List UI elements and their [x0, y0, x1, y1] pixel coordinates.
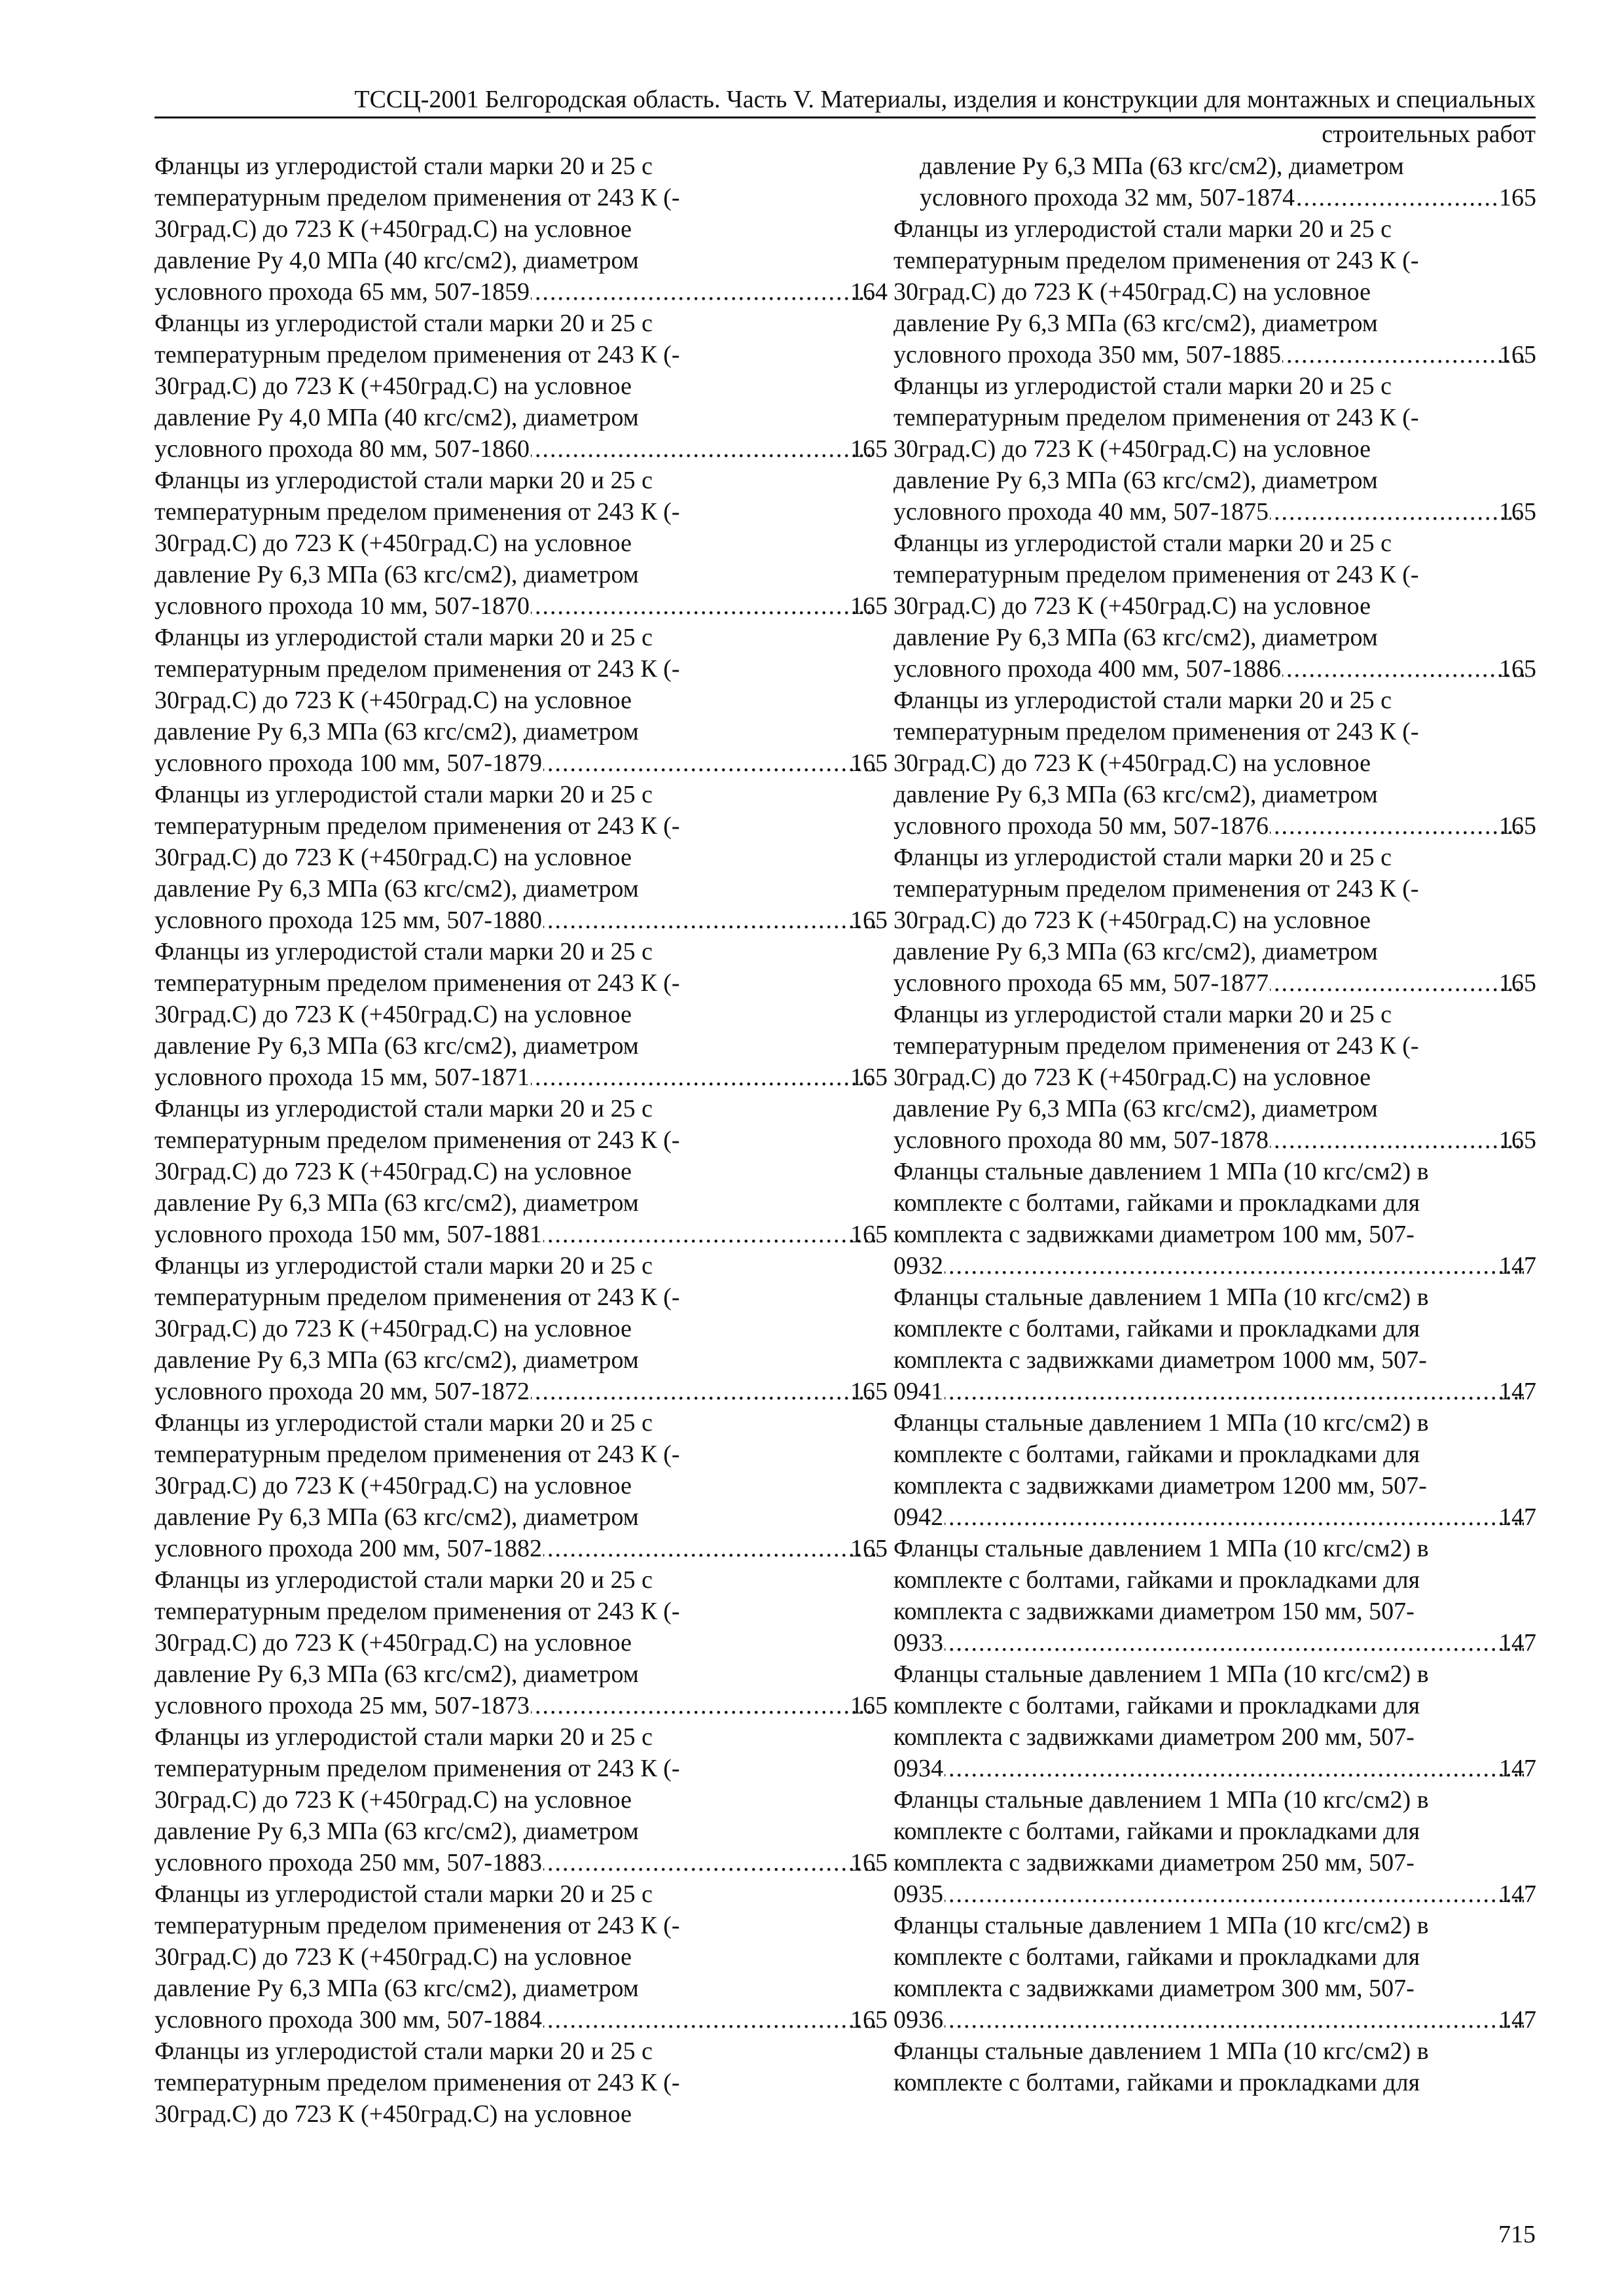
- index-entry-line: температурным пределом применения от 243 К (-: [154, 1283, 680, 1311]
- index-entry-final-line: [893, 653, 1536, 685]
- index-entry-tail: условного прохода 150 мм, 507-1881: [154, 1221, 543, 1248]
- index-entry-line: температурным пределом применения от 243 К (-: [154, 655, 680, 683]
- index-entry-line: давление Ру 6,3 МПа (63 кгс/см2), диаметром: [154, 875, 639, 903]
- index-entry: [893, 1910, 1536, 2036]
- index-column-right: [893, 151, 1536, 2098]
- index-page-ref: 147: [1499, 1252, 1536, 1280]
- index-entry-final-line: [893, 1753, 1536, 1784]
- index-entry: [893, 685, 1536, 842]
- dot-leader: [531, 276, 875, 308]
- index-entry-tail: условного прохода 80 мм, 507-1860: [154, 435, 530, 463]
- index-entry-tail: условного прохода 10 мм, 507-1870: [154, 592, 530, 620]
- index-entry-line: Фланцы из углеродистой стали марки 20 и 25 с: [893, 1001, 1392, 1028]
- index-entry: [893, 213, 1536, 370]
- index-entry: [154, 622, 888, 779]
- index-entry-tail: условного прохода 250 мм, 507-1883: [154, 1849, 543, 1876]
- index-page-ref: 147: [1499, 1629, 1536, 1657]
- index-entry-line: давление Ру 6,3 МПа (63 кгс/см2), диаметром: [893, 781, 1378, 808]
- index-page-ref: 165: [1499, 1126, 1536, 1154]
- index-page-ref: 164: [850, 278, 888, 306]
- index-entry-line: комплекте с болтами, гайками и прокладками для: [893, 1189, 1420, 1217]
- index-entry-line: давление Ру 6,3 МПа (63 кгс/см2), диаметром: [893, 1095, 1378, 1122]
- index-page-ref: 147: [1499, 1755, 1536, 1782]
- dot-leader: [543, 905, 875, 936]
- index-entry-line: комплекта с задвижками диаметром 250 мм, 507-: [893, 1849, 1415, 1876]
- index-page-ref: 165: [850, 749, 888, 777]
- index-entry: [893, 1659, 1536, 1784]
- index-entry-line: Фланцы из углеродистой стали марки 20 и 25 с: [154, 1252, 653, 1280]
- running-header-continuation: строительных работ: [1322, 120, 1536, 148]
- index-entry-final-line: [154, 590, 888, 622]
- index-page-ref: 165: [1499, 341, 1536, 368]
- index-entry-final-line: [893, 1501, 1536, 1533]
- index-entry-line: температурным пределом применения от 243 К (-: [893, 404, 1419, 431]
- index-entry-line: 30град.С) до 723 К (+450град.С) на условное: [893, 749, 1371, 777]
- index-page-ref: 165: [1499, 812, 1536, 840]
- index-entry-line: 30град.С) до 723 К (+450град.С) на условное: [154, 1158, 632, 1185]
- index-entry-line: температурным пределом применения от 243 К (-: [893, 247, 1419, 274]
- index-entry: [893, 528, 1536, 685]
- index-entry-line: Фланцы из углеродистой стали марки 20 и 25 с: [154, 624, 653, 651]
- index-entry-line: температурным пределом применения от 243 К (-: [154, 2069, 680, 2096]
- index-entry-line: Фланцы из углеродистой стали марки 20 и 25 с: [893, 215, 1392, 243]
- dot-leader: [531, 433, 875, 465]
- dot-leader: [945, 1250, 1524, 1282]
- index-entry-line: температурным пределом применения от 243 К (-: [154, 1755, 680, 1782]
- index-page-ref: 147: [1499, 1503, 1536, 1531]
- index-entry-line: температурным пределом применения от 243 К (-: [154, 1441, 680, 1468]
- dot-leader: [1270, 496, 1524, 528]
- index-entry-tail: 0934: [893, 1755, 943, 1782]
- dot-leader: [543, 1533, 875, 1564]
- index-entry: [893, 1533, 1536, 1659]
- index-entry-tail: условного прохода 125 мм, 507-1880: [154, 906, 543, 934]
- index-entry-line: Фланцы из углеродистой стали марки 20 и 25 с: [154, 467, 653, 494]
- index-entry-line: комплекте с болтами, гайками и прокладками для: [893, 1692, 1420, 1719]
- index-entry-line: температурным пределом применения от 243 К (-: [154, 1912, 680, 1939]
- index-entry-line: Фланцы из углеродистой стали марки 20 и 25 с: [154, 152, 653, 180]
- index-entry-final-line: [154, 1219, 888, 1250]
- index-entry-line: давление Ру 6,3 МПа (63 кгс/см2), диаметром: [893, 938, 1378, 965]
- index-entry: [154, 308, 888, 465]
- index-entry-tail: 0941: [893, 1378, 943, 1405]
- index-entry-tail: условного прохода 200 мм, 507-1882: [154, 1535, 543, 1562]
- index-entry-continued: [154, 2036, 888, 2130]
- index-entry: [154, 151, 888, 308]
- index-entry-line: комплекте с болтами, гайками и прокладками для: [893, 1943, 1420, 1971]
- running-header: ТССЦ-2001 Белгородская область. Часть V. Материалы, изделия и конструкции для монтажных и специальных: [354, 86, 1536, 113]
- index-entry-line: комплекта с задвижками диаметром 300 мм, 507-: [893, 1975, 1415, 2002]
- index-entry-line: 30град.С) до 723 К (+450град.С) на условное: [154, 1315, 632, 1342]
- dot-leader: [531, 1690, 875, 1721]
- dot-leader: [1270, 810, 1524, 842]
- index-entry-final-line: [893, 1376, 1536, 1407]
- index-entry-tail: условного прохода 50 мм, 507-1876: [893, 812, 1269, 840]
- index-entry-line: Фланцы из углеродистой стали марки 20 и 25 с: [893, 687, 1392, 714]
- index-entry-line: 30град.С) до 723 К (+450град.С) на условное: [154, 687, 632, 714]
- index-entry-line: давление Ру 6,3 МПа (63 кгс/см2), диаметром: [154, 1189, 639, 1217]
- dot-leader: [1270, 967, 1524, 999]
- index-entry-tail: условного прохода 32 мм, 507-1874: [920, 184, 1295, 211]
- index-entry-line: 30град.С) до 723 К (+450град.С) на условное: [893, 1064, 1371, 1091]
- index-entry-line: Фланцы из углеродистой стали марки 20 и 25 с: [154, 1880, 653, 1908]
- index-entry-line: Фланцы из углеродистой стали марки 20 и 25 с: [154, 781, 653, 808]
- index-entry-line: давление Ру 6,3 МПа (63 кгс/см2), диаметром: [154, 1503, 639, 1531]
- index-entry-line: Фланцы из углеродистой стали марки 20 и 25 с: [893, 372, 1392, 400]
- index-entry-line: комплекта с задвижками диаметром 150 мм, 507-: [893, 1598, 1415, 1625]
- index-entry-line: давление Ру 6,3 МПа (63 кгс/см2), диаметром: [893, 467, 1378, 494]
- index-entry-line: Фланцы из углеродистой стали марки 20 и 25 с: [154, 1095, 653, 1122]
- index-entry-tail: условного прохода 20 мм, 507-1872: [154, 1378, 530, 1405]
- dot-leader: [945, 1376, 1524, 1407]
- index-entry: [154, 936, 888, 1093]
- index-entry-final-line: [154, 276, 888, 308]
- index-page-ref: 165: [1499, 969, 1536, 997]
- index-entry-line: температурным пределом применения от 243 К (-: [893, 1032, 1419, 1060]
- index-page-ref: 165: [850, 2006, 888, 2034]
- index-entry-final-line: [154, 1533, 888, 1564]
- index-entry-final-line: [893, 810, 1536, 842]
- index-entry-line: температурным пределом применения от 243 К (-: [154, 1598, 680, 1625]
- index-entry-line: Фланцы стальные давлением 1 МПа (10 кгс/см2) в: [893, 1283, 1429, 1311]
- dot-leader: [945, 1501, 1524, 1533]
- index-entry-line: Фланцы стальные давлением 1 МПа (10 кгс/см2) в: [893, 1660, 1429, 1688]
- index-entry-line: температурным пределом применения от 243 К (-: [154, 1126, 680, 1154]
- index-entry-line: 30град.С) до 723 К (+450град.С) на условное: [154, 1472, 632, 1499]
- index-entry-final-line: [893, 496, 1536, 528]
- index-entry-line: 30град.С) до 723 К (+450град.С) на условное: [893, 278, 1371, 306]
- index-entry-tail: условного прохода 65 мм, 507-1877: [893, 969, 1269, 997]
- index-page-ref: 147: [1499, 1378, 1536, 1405]
- dot-leader: [945, 1753, 1524, 1784]
- index-entry-line: температурным пределом применения от 243 К (-: [893, 718, 1419, 745]
- index-entry-line: Фланцы стальные давлением 1 МПа (10 кгс/см2) в: [893, 2037, 1429, 2065]
- index-entry: [154, 779, 888, 936]
- index-entry-line: давление Ру 4,0 МПа (40 кгс/см2), диаметром: [154, 247, 639, 274]
- index-entry-line: Фланцы из углеродистой стали марки 20 и 25 с: [893, 844, 1392, 871]
- index-entry-tail: условного прохода 80 мм, 507-1878: [893, 1126, 1269, 1154]
- index-entry-tail: 0936: [893, 2006, 943, 2034]
- index-entry-continued: [893, 2036, 1536, 2098]
- index-entry: [893, 1282, 1536, 1407]
- index-entry-line: комплекта с задвижками диаметром 100 мм, 507-: [893, 1221, 1415, 1248]
- index-entry-tail: условного прохода 25 мм, 507-1873: [154, 1692, 530, 1719]
- index-entry-tail: 0935: [893, 1880, 943, 1908]
- index-entry-line: давление Ру 6,3 МПа (63 кгс/см2), диаметром: [154, 1346, 639, 1374]
- index-entry-line: давление Ру 6,3 МПа (63 кгс/см2), диаметром: [154, 718, 639, 745]
- index-page-ref: 165: [850, 1692, 888, 1719]
- index-entry-tail: 0942: [893, 1503, 943, 1531]
- index-page-ref: 165: [1499, 498, 1536, 526]
- index-entry-tail: условного прохода 300 мм, 507-1884: [154, 2006, 543, 2034]
- index-entry-line: давление Ру 6,3 МПа (63 кгс/см2), диаметром: [893, 310, 1378, 337]
- index-page-ref: 165: [850, 435, 888, 463]
- index-page-ref: 165: [850, 592, 888, 620]
- index-entry-line: 30град.С) до 723 К (+450град.С) на условное: [154, 372, 632, 400]
- index-entry-line: Фланцы из углеродистой стали марки 20 и 25 с: [154, 1566, 653, 1594]
- page-number: 715: [1498, 2221, 1536, 2248]
- index-entry-final-line: [154, 747, 888, 779]
- index-entry-final-line: [154, 1062, 888, 1093]
- index-page-ref: 165: [850, 1535, 888, 1562]
- index-entry-line: 30град.С) до 723 К (+450град.С) на условное: [154, 1629, 632, 1657]
- index-entry: [154, 1093, 888, 1250]
- index-entry: [893, 1784, 1536, 1910]
- index-column-left: [154, 151, 888, 2130]
- index-entry-tail: 0932: [893, 1252, 943, 1280]
- dot-leader: [531, 590, 875, 622]
- index-entry-final-line: [893, 2004, 1536, 2036]
- index-entry-line: давление Ру 6,3 МПа (63 кгс/см2), диаметром: [154, 1818, 639, 1845]
- index-entry-final-line: [154, 905, 888, 936]
- index-entry-line: Фланцы из углеродистой стали марки 20 и 25 с: [154, 2037, 653, 2065]
- dot-leader: [945, 2004, 1524, 2036]
- dot-leader: [1282, 653, 1524, 685]
- index-page-ref: 165: [850, 1064, 888, 1091]
- index-entry-line: Фланцы стальные давлением 1 МПа (10 кгс/см2) в: [893, 1786, 1429, 1814]
- index-entry-line: температурным пределом применения от 243 К (-: [893, 561, 1419, 588]
- index-entry-final-line: [893, 1878, 1536, 1910]
- dot-leader: [543, 2004, 875, 2036]
- dot-leader: [543, 1847, 875, 1878]
- index-entry: [893, 1407, 1536, 1533]
- index-entry-line: давление Ру 6,3 МПа (63 кгс/см2), диаметром: [920, 152, 1404, 180]
- index-entry-line: комплекта с задвижками диаметром 200 мм, 507-: [893, 1723, 1415, 1751]
- index-entry-tail: условного прохода 350 мм, 507-1885: [893, 341, 1282, 368]
- index-entry-line: температурным пределом применения от 243 К (-: [154, 498, 680, 526]
- index-entry-line: Фланцы стальные давлением 1 МПа (10 кгс/см2) в: [893, 1158, 1429, 1185]
- index-entry-line: температурным пределом применения от 243 К (-: [154, 341, 680, 368]
- index-entry-line: давление Ру 6,3 МПа (63 кгс/см2), диаметром: [893, 624, 1378, 651]
- index-entry-line: 30град.С) до 723 К (+450град.С) на условное: [893, 906, 1371, 934]
- index-entry-final-line: [893, 1124, 1536, 1156]
- index-entry-final-line: [893, 339, 1536, 370]
- index-entry-line: 30град.С) до 723 К (+450град.С) на условное: [154, 529, 632, 557]
- index-entry-tail: условного прохода 400 мм, 507-1886: [893, 655, 1282, 683]
- index-entry-final-line: [920, 182, 1536, 213]
- index-entry: [893, 370, 1536, 528]
- index-entry-line: Фланцы стальные давлением 1 МПа (10 кгс/см2) в: [893, 1409, 1429, 1437]
- dot-leader: [543, 747, 875, 779]
- index-entry-line: 30град.С) до 723 К (+450град.С) на условное: [154, 1786, 632, 1814]
- dot-leader: [1282, 339, 1524, 370]
- index-entry-final-line: [154, 1690, 888, 1721]
- index-page-ref: 165: [850, 1378, 888, 1405]
- index-entry-tail: условного прохода 15 мм, 507-1871: [154, 1064, 530, 1091]
- index-entry-line: Фланцы из углеродистой стали марки 20 и 25 с: [893, 529, 1392, 557]
- index-entry-line: 30град.С) до 723 К (+450град.С) на условное: [893, 592, 1371, 620]
- index-entry-final-line: [154, 2004, 888, 2036]
- index-entry-line: 30град.С) до 723 К (+450град.С) на условное: [154, 215, 632, 243]
- dot-leader: [945, 1627, 1524, 1659]
- index-entry-line: давление Ру 6,3 МПа (63 кгс/см2), диаметром: [154, 561, 639, 588]
- index-entry: [893, 151, 1536, 213]
- index-entry: [893, 842, 1536, 999]
- index-entry-line: комплекте с болтами, гайками и прокладками для: [893, 1441, 1420, 1468]
- index-entry-line: 30град.С) до 723 К (+450град.С) на условное: [154, 1943, 632, 1971]
- index-entry: [154, 1250, 888, 1407]
- index-entry-line: 30град.С) до 723 К (+450град.С) на условное: [154, 2100, 632, 2128]
- index-entry-final-line: [893, 967, 1536, 999]
- index-entry: [154, 1721, 888, 1878]
- index-entry-line: 30град.С) до 723 К (+450град.С) на условное: [154, 1001, 632, 1028]
- dot-leader: [543, 1219, 875, 1250]
- index-entry-line: 30град.С) до 723 К (+450град.С) на условное: [893, 435, 1371, 463]
- index-entry-line: температурным пределом применения от 243 К (-: [154, 184, 680, 211]
- index-page-ref: 165: [850, 1849, 888, 1876]
- index-entry-final-line: [154, 1847, 888, 1878]
- dot-leader: [945, 1878, 1524, 1910]
- index-page-ref: 165: [850, 1221, 888, 1248]
- index-page-ref: 147: [1499, 2006, 1536, 2034]
- index-page-ref: 165: [850, 906, 888, 934]
- index-entry-line: Фланцы из углеродистой стали марки 20 и 25 с: [154, 1723, 653, 1751]
- dot-leader: [1296, 182, 1498, 213]
- index-entry-line: комплекта с задвижками диаметром 1000 мм, 507-: [893, 1346, 1427, 1374]
- dot-leader: [531, 1376, 875, 1407]
- index-entry-line: Фланцы из углеродистой стали марки 20 и 25 с: [154, 1409, 653, 1437]
- index-entry-line: давление Ру 6,3 МПа (63 кгс/см2), диаметром: [154, 1660, 639, 1688]
- index-entry-line: давление Ру 6,3 МПа (63 кгс/см2), диаметром: [154, 1975, 639, 2002]
- index-entry-line: комплекте с болтами, гайками и прокладками для: [893, 1818, 1420, 1845]
- index-entry-tail: условного прохода 65 мм, 507-1859: [154, 278, 530, 306]
- index-page-ref: 165: [1499, 655, 1536, 683]
- index-entry-line: температурным пределом применения от 243 К (-: [154, 812, 680, 840]
- index-entry-final-line: [154, 433, 888, 465]
- index-page-ref: 165: [1499, 184, 1536, 211]
- index-entry-tail: условного прохода 100 мм, 507-1879: [154, 749, 543, 777]
- index-entry-tail: условного прохода 40 мм, 507-1875: [893, 498, 1269, 526]
- index-entry-line: давление Ру 6,3 МПа (63 кгс/см2), диаметром: [154, 1032, 639, 1060]
- index-entry-line: комплекта с задвижками диаметром 1200 мм, 507-: [893, 1472, 1427, 1499]
- index-entry-final-line: [893, 1250, 1536, 1282]
- dot-leader: [1270, 1124, 1524, 1156]
- index-entry-final-line: [893, 1627, 1536, 1659]
- index-entry-line: Фланцы из углеродистой стали марки 20 и 25 с: [154, 938, 653, 965]
- index-entry: [154, 1407, 888, 1564]
- dot-leader: [531, 1062, 875, 1093]
- index-entry-line: 30град.С) до 723 К (+450град.С) на условное: [154, 844, 632, 871]
- index-entry-final-line: [154, 1376, 888, 1407]
- index-entry-line: Фланцы из углеродистой стали марки 20 и 25 с: [154, 310, 653, 337]
- index-entry-line: комплекте с болтами, гайками и прокладками для: [893, 1566, 1420, 1594]
- index-entry-line: температурным пределом применения от 243 К (-: [154, 969, 680, 997]
- index-entry-line: комплекте с болтами, гайками и прокладками для: [893, 2069, 1420, 2096]
- index-entry-tail: 0933: [893, 1629, 943, 1657]
- index-entry: [154, 465, 888, 622]
- index-entry: [154, 1564, 888, 1721]
- index-entry: [893, 999, 1536, 1156]
- index-entry-line: Фланцы стальные давлением 1 МПа (10 кгс/см2) в: [893, 1912, 1429, 1939]
- index-entry-line: комплекте с болтами, гайками и прокладками для: [893, 1315, 1420, 1342]
- index-entry: [154, 1878, 888, 2036]
- index-entry: [893, 1156, 1536, 1282]
- index-entry-line: давление Ру 4,0 МПа (40 кгс/см2), диаметром: [154, 404, 639, 431]
- index-entry-line: Фланцы стальные давлением 1 МПа (10 кгс/см2) в: [893, 1535, 1429, 1562]
- index-page-ref: 147: [1499, 1880, 1536, 1908]
- index-entry-line: температурным пределом применения от 243 К (-: [893, 875, 1419, 903]
